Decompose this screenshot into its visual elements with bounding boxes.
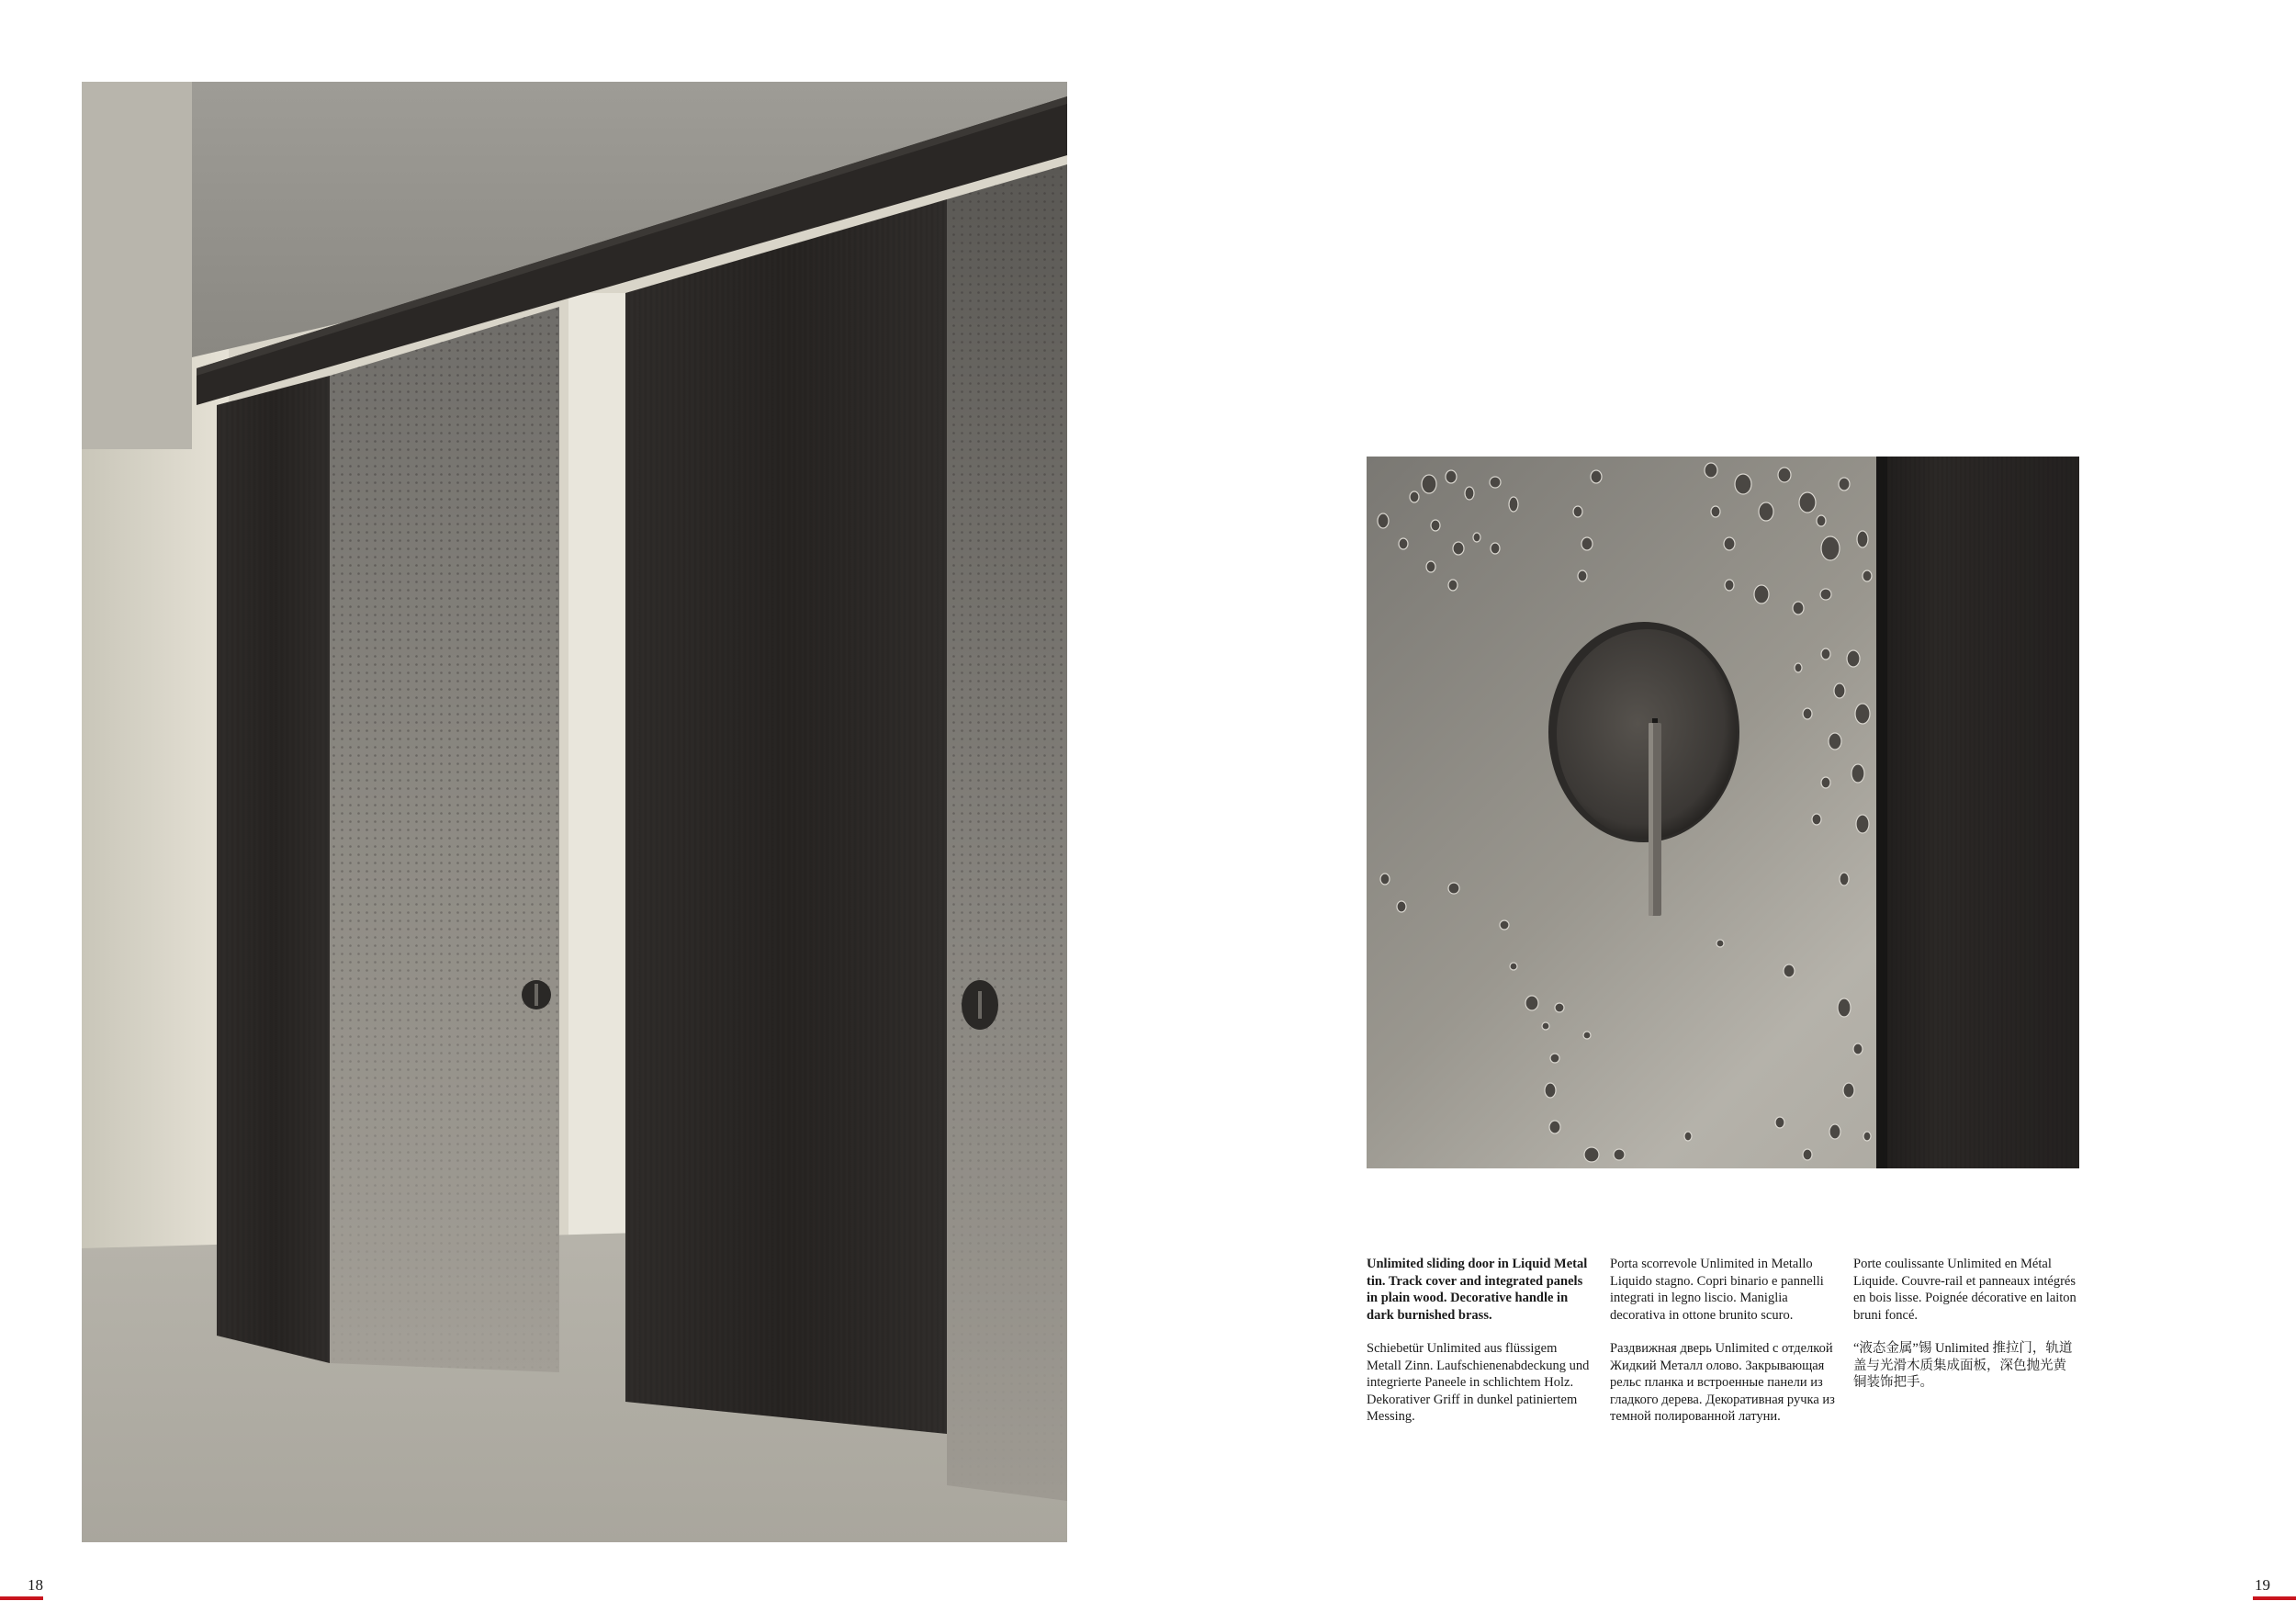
page-marker-left — [0, 1596, 43, 1600]
handle-detail-photo — [1367, 457, 2079, 1168]
page-number-right: 19 — [2255, 1576, 2270, 1594]
caption-column-3 — [1853, 1256, 2078, 1408]
page-marker-right — [2253, 1596, 2296, 1600]
caption-english: Unlimited sliding door in Liquid Metal tin. Track cover and integrated panels in plain wood. Decorative handle in dark burnished brass. — [1367, 1257, 1588, 1323]
page-number-left: 18 — [28, 1576, 43, 1594]
caption-french: Porte coulissante Unlimited en Métal Liquide. Couvre-rail et panneaux intégrés en bois lisse. Poignée décorative en laiton bruni foncé. — [1853, 1257, 2077, 1323]
sliding-door-photo — [82, 82, 1067, 1542]
caption-chinese: “液态金属”锡 Unlimited 推拉门，轨道盖与光滑木质集成面板，深色抛光黄铜装饰把手。 — [1853, 1341, 2073, 1390]
caption-column-1 — [1367, 1256, 1592, 1442]
handle-detail-illustration — [1367, 457, 2079, 1168]
caption-german: Schiebetür Unlimited aus flüssigem Metall Zinn. Laufschienenabdeckung und integrierte Paneele in schlichtem Holz. Dekorativer Griff in dunkel patiniertem Messing. — [1367, 1341, 1590, 1424]
caption-russian: Раздвижная дверь Unlimited с отделкой Жидкий Металл олово. Закрывающая рельс планка и встроенные панели из гладкого дерева. Декоративная ручка из темной полированной латуни. — [1610, 1341, 1835, 1424]
caption-column-2 — [1610, 1256, 1835, 1442]
caption-italian: Porta scorrevole Unlimited in Metallo Liquido stagno. Copri binario e pannelli integrati in legno liscio. Maniglia decorativa in ottone brunito scuro. — [1610, 1257, 1824, 1323]
sliding-door-illustration — [82, 82, 1067, 1542]
